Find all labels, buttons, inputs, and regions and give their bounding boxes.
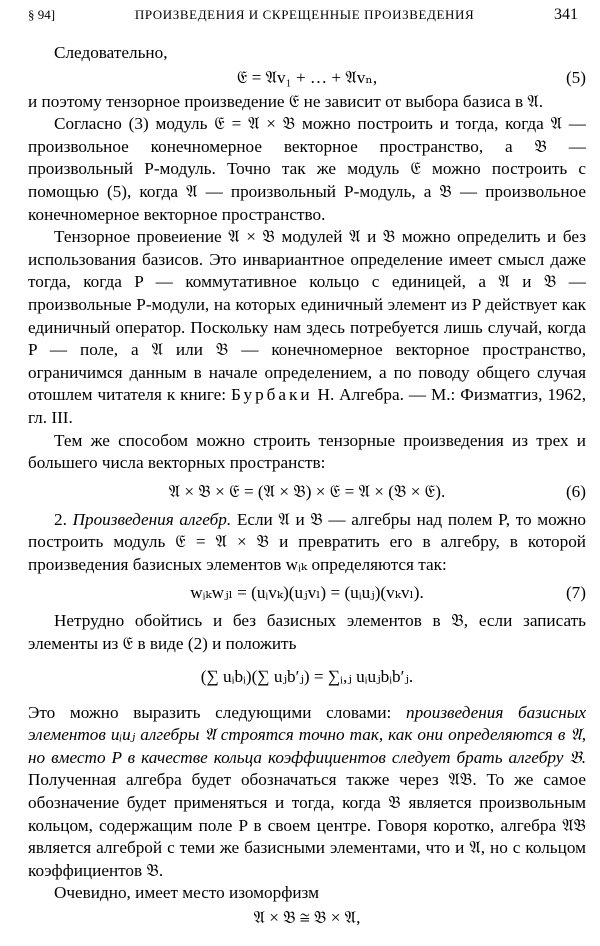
running-header xyxy=(28,6,578,30)
paragraph-8 xyxy=(28,702,586,883)
equation-5-body: 𝔈 = 𝔄v₁ + … + 𝔄vₙ, xyxy=(236,67,378,87)
paragraph-5: Тем же способом можно строить тензорные произведения из трех и большего числа векторных пространств: xyxy=(28,430,586,473)
subsection-number: 2. xyxy=(54,509,73,529)
paragraph-2: и поэтому тензорное произведение 𝔈 не зависит от выбора базиса в 𝔄. xyxy=(28,91,544,111)
paragraph-8-text-a: Это можно выразить следующими словами: xyxy=(28,702,406,722)
equation-8 xyxy=(28,656,586,702)
equation-5 xyxy=(28,65,586,91)
equation-9 xyxy=(28,905,586,931)
equation-6 xyxy=(28,479,586,505)
paragraph-8-text-b: Полученная алгебра будет обозначаться также через 𝔄𝔅. То же самое обозначение будет применяться и тогда, когда 𝔅 является произвольным кольцом, содержащим поле P в своем центре. Говоря коротко, алгебра 𝔄𝔅 является алгеброй с теми же базисными элементами, что и 𝔄, но с кольцом коэффициентов 𝔅. xyxy=(28,770,586,880)
page-number: 341 xyxy=(554,6,578,23)
equation-7-body: wᵢₖwⱼₗ = (uᵢvₖ)(uⱼvₗ) = (uᵢuⱼ)(vₖvₗ). xyxy=(190,583,424,603)
section-number: § 94] xyxy=(28,7,56,22)
equation-7 xyxy=(28,580,586,606)
paragraph-1: Следовательно, xyxy=(54,43,168,62)
equation-8-body: (∑ uᵢbᵢ)(∑ uⱼb′ⱼ) = ∑ᵢ,ⱼ uᵢuⱼbᵢb′ⱼ. xyxy=(200,666,414,686)
paragraph-9: Очевидно, имеет место изоморфизм xyxy=(54,883,319,903)
equation-7-number: (7) xyxy=(565,583,586,603)
equation-6-body: 𝔄 × 𝔅 × 𝔈 = (𝔄 × 𝔅) × 𝔈 = 𝔄 × (𝔅 × 𝔈). xyxy=(168,481,446,501)
paragraph-8-italic: произведения базисных элементов uᵢuⱼ алгебры 𝔄 строятся точно так, как они определяются в 𝔄, но вместо P в качестве кольца коэффициентов следует брать алгебру 𝔅. xyxy=(28,702,586,767)
subsection-title: Произведения алгебр. xyxy=(72,509,232,529)
equation-9-body: 𝔄 × 𝔅 ≅ 𝔅 × 𝔄, xyxy=(253,908,361,927)
running-title: ПРОИЗВЕДЕНИЯ И СКРЕЩЕННЫЕ ПРОИЗВЕДЕНИЯ xyxy=(134,7,475,22)
reference-author: Бурбаки xyxy=(231,385,313,405)
paragraph-6 xyxy=(28,509,586,577)
equation-6-number: (6) xyxy=(565,481,586,501)
equation-5-number: (5) xyxy=(565,67,586,87)
paragraph-6-text: Если 𝔄 и 𝔅 — алгебры над полем P, то можно построить модуль 𝔈 = 𝔄 × 𝔅 и превратить его в алгебру, в которой произведения базисных элементов wᵢₖ определяются так: xyxy=(28,509,587,574)
paragraph-4-text-b: Н. Алгебра. — М.: Физматгиз, 1962, гл. III. xyxy=(28,385,586,427)
paragraph-4-text-a: Тензорное провеиение 𝔄 × 𝔅 модулей 𝔄 и 𝔅 можно определить и без использования базисов. Это инвариантное определение имеет смысл даже тогда, когда P — коммутативное кольцо с единицей, а 𝔄 и 𝔅 — произвольные P-модули, на которых единичный элемент из P действует как единичный оператор. Поскольку нам здесь потребуется лишь случай, когда P — поле, а 𝔄 или 𝔅 — конечномерное векторное пространство, ограничимся данным в начале определением, а по поводу общего случая отошлем читателя к книге: xyxy=(28,227,586,405)
page-body xyxy=(28,42,586,931)
paragraph-7: Нетрудно обойтись и без базисных элементов в 𝔅, если записать элементы из 𝔈 в виде (2) и положить xyxy=(28,611,586,654)
paragraph-3: Согласно (3) модуль 𝔈 = 𝔄 × 𝔅 можно построить и тогда, когда 𝔄 — произвольное конечномерное векторное пространство, а 𝔅 — произвольный P-модуль. Точно так же модуль 𝔈 можно построить с помощью (5), когда 𝔄 — произвольный P-модуль, а 𝔅 — произвольное конечномерное векторное пространство. xyxy=(28,114,586,224)
paragraph-4 xyxy=(28,226,586,429)
